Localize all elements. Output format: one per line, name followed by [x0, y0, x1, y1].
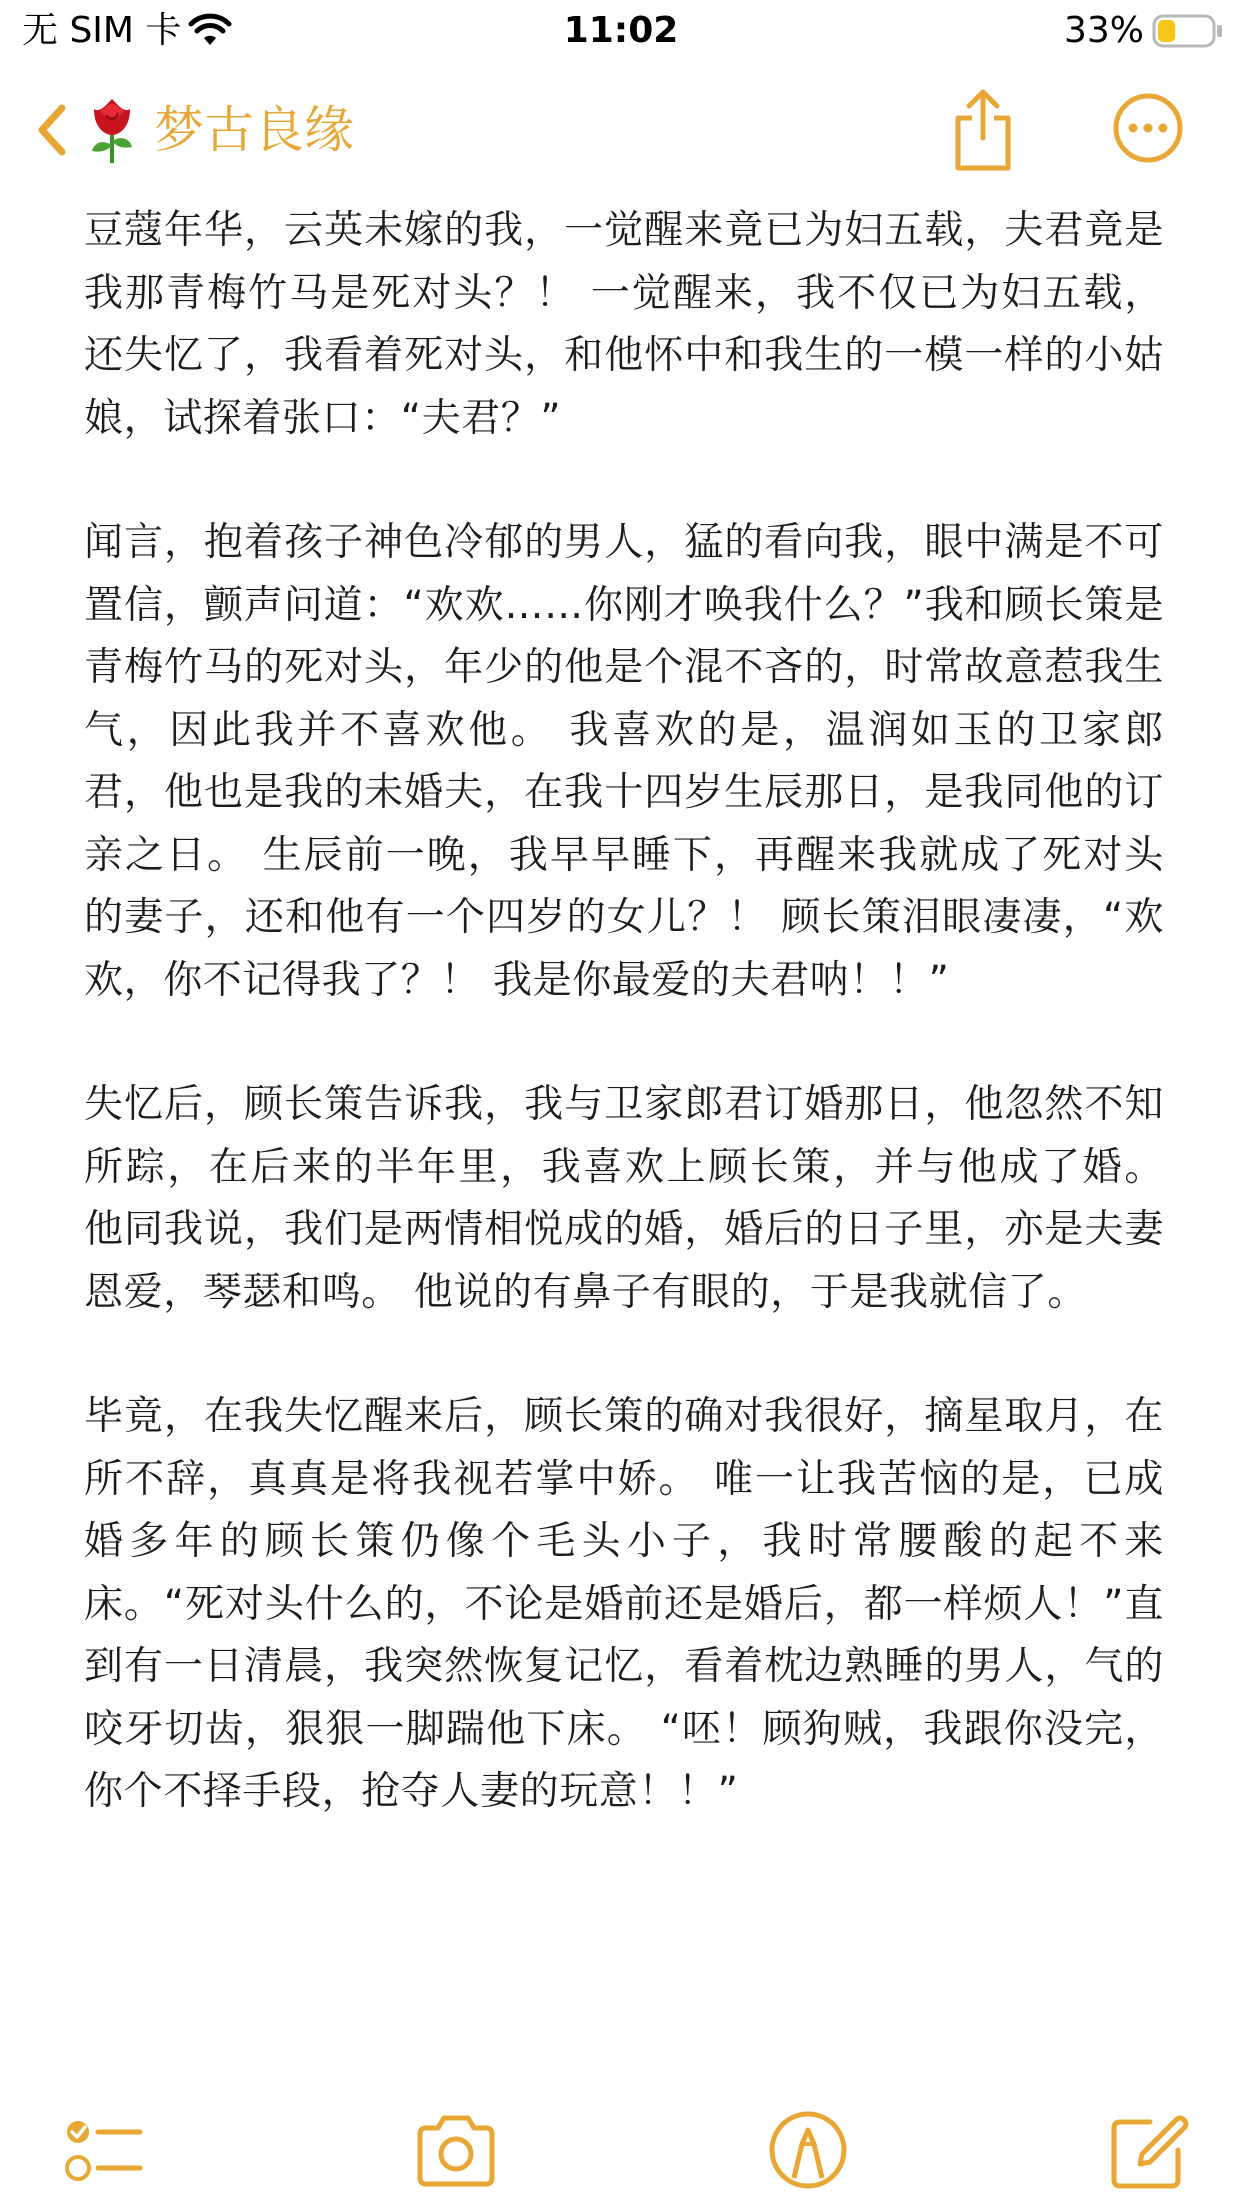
camera-icon[interactable]: [414, 2108, 498, 2192]
compose-icon[interactable]: [1106, 2108, 1190, 2192]
clock-time: 11:02: [563, 10, 679, 51]
markup-icon[interactable]: [766, 2108, 850, 2192]
battery-group: [1064, 10, 1224, 52]
more-icon[interactable]: [1112, 92, 1184, 164]
battery-icon: [1152, 13, 1224, 49]
note-paragraph-1: 豆蔻年华，云英未嫁的我，一觉醒来竟已为妇五载，夫君竟是我那青梅竹马是死对头？！ 一觉醒来，我不仅已为妇五载，还失忆了，我看着死对头，和他怀中和我生的一模一样的小姑娘，试探着张口：“夫君？”: [84, 208, 1164, 441]
note-paragraph-2: 闻言，抱着孩子神色冷郁的男人，猛的看向我，眼中满是不可置信，颤声问道：“欢欢……你刚才唤我什么？”我和顾长策是青梅竹马的死对头，年少的他是个混不吝的，时常故意惹我生气，因此我并不喜欢他。 我喜欢的是，温润如玉的卫家郎君，他也是我的未婚夫，在我十四岁生辰那日，是我同他的订亲之日。 生辰前一晚，我早早睡下，再醒来我就成了死对头的妻子，还和他有一个四岁的女儿？！ 顾长策泪眼凄凄，“欢欢，你不记得我了？！ 我是你最爱的夫君呐！！”: [84, 520, 1164, 1003]
carrier-label: 无 SIM 卡: [22, 10, 182, 51]
chevron-left-icon: [32, 100, 70, 160]
back-button[interactable]: [32, 90, 354, 170]
battery-fill: [1158, 20, 1175, 42]
status-bar: [0, 0, 1242, 62]
nav-bar: [0, 80, 1242, 180]
checklist-icon[interactable]: [62, 2108, 146, 2192]
back-label: 梦古良缘: [154, 101, 354, 159]
battery-percent: 33%: [1063, 10, 1144, 51]
note-paragraph-3: 失忆后，顾长策告诉我，我与卫家郎君订婚那日，他忽然不知所踪，在后来的半年里，我喜欢上顾长策，并与他成了婚。 他同我说，我们是两情相悦成的婚，婚后的日子里，亦是夫妻恩爱，琴瑟和鸣。 他说的有鼻子有眼的，于是我就信了。: [84, 1082, 1177, 1315]
note-paragraph-4: 毕竟，在我失忆醒来后，顾长策的确对我很好，摘星取月，在所不辞，真真是将我视若掌中娇。 唯一让我苦恼的是，已成婚多年的顾长策仍像个毛头小子，我时常腰酸的起不来床。“死对头什么的，不论是婚前还是婚后，都一样烦人！”直到有一日清晨，我突然恢复记忆，看着枕边熟睡的男人，气的咬牙切齿，狠狠一脚踹他下床。 “呸！顾狗贼，我跟你没完，你个不择手段，抢夺人妻的玩意！！”: [84, 1394, 1164, 1814]
bottom-toolbar: [0, 2100, 1242, 2200]
share-icon[interactable]: [950, 84, 1016, 174]
rose-icon: [84, 95, 140, 165]
note-body[interactable]: [84, 200, 1177, 2080]
